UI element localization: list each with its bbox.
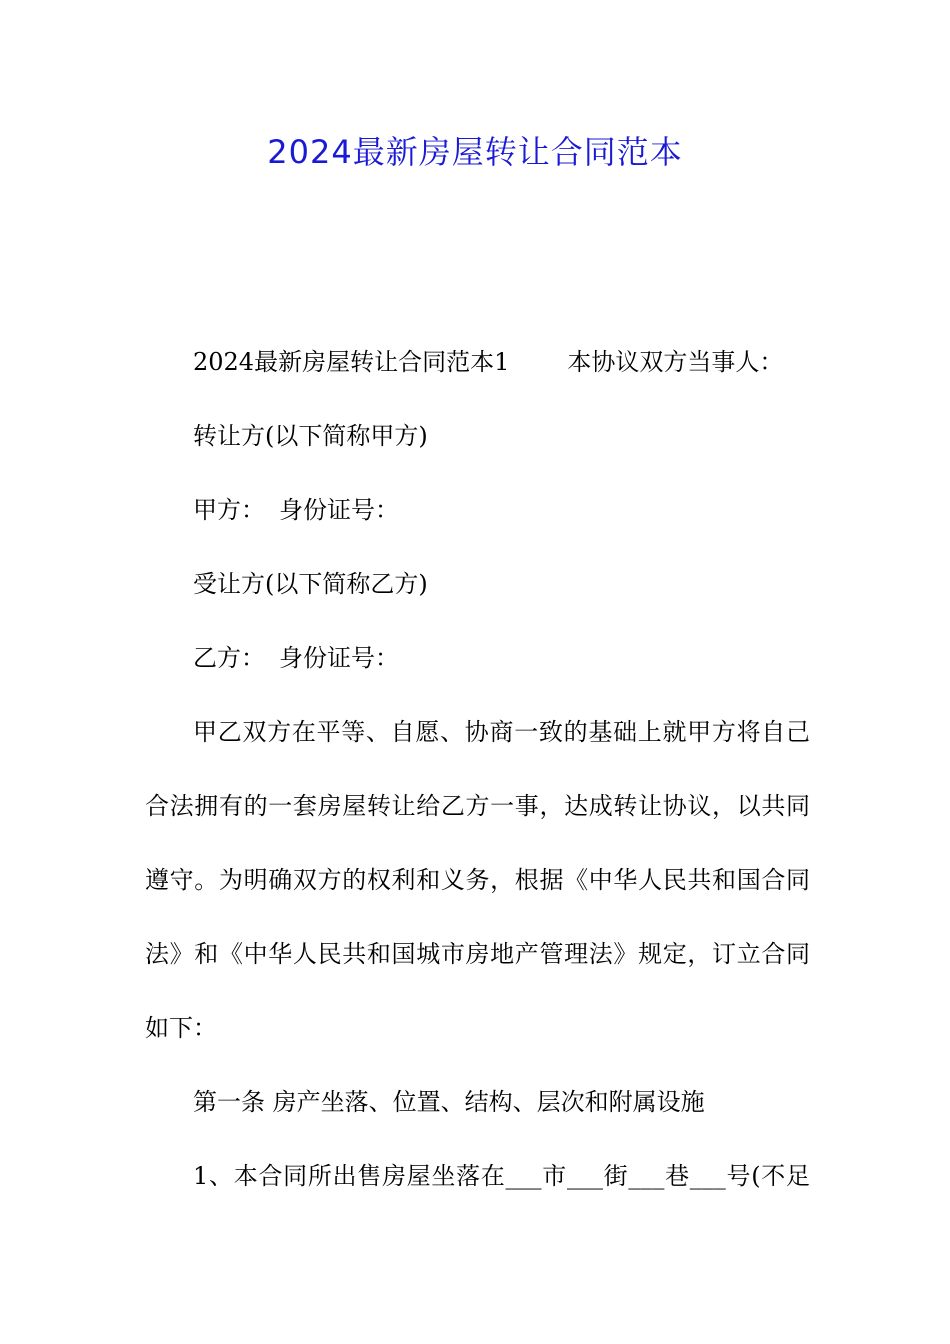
party-a-label: 甲方： <box>193 496 265 524</box>
party-a-id-label: 身份证号： <box>279 496 399 524</box>
paragraph-line: 合法拥有的一套房屋转让给乙方一事，达成转让协议，以共同 <box>145 792 810 820</box>
party-b-id-label: 身份证号： <box>279 644 399 672</box>
document-title: 2024最新房屋转让合同范本 <box>267 133 683 171</box>
party-b-label: 乙方： <box>193 644 265 672</box>
paragraph-line: 遵守。为明确双方的权利和义务，根据《中华人民共和国合同 <box>145 866 810 894</box>
party-a-line <box>193 473 399 547</box>
transferee-line: 受让方(以下简称乙方) <box>193 570 428 598</box>
article-heading: 第一条 房产坐落、位置、结构、层次和附属设施 <box>193 1088 705 1116</box>
transferor-line: 转让方(以下简称甲方) <box>193 422 428 450</box>
party-b-line <box>193 621 399 695</box>
paragraph-line: 法》和《中华人民共和国城市房地产管理法》规定，订立合同 <box>145 940 810 968</box>
paragraph-line: 甲乙双方在平等、自愿、协商一致的基础上就甲方将自己 <box>193 718 810 746</box>
parties-intro: 本协议双方当事人： <box>567 348 784 376</box>
section-heading: 2024最新房屋转让合同范本1 <box>193 348 510 376</box>
paragraph-line: 如下： <box>145 1014 217 1042</box>
clause-item: 1、本合同所出售房屋坐落在___市___街___巷___号(不足 <box>193 1162 810 1190</box>
intro-line <box>193 325 783 399</box>
